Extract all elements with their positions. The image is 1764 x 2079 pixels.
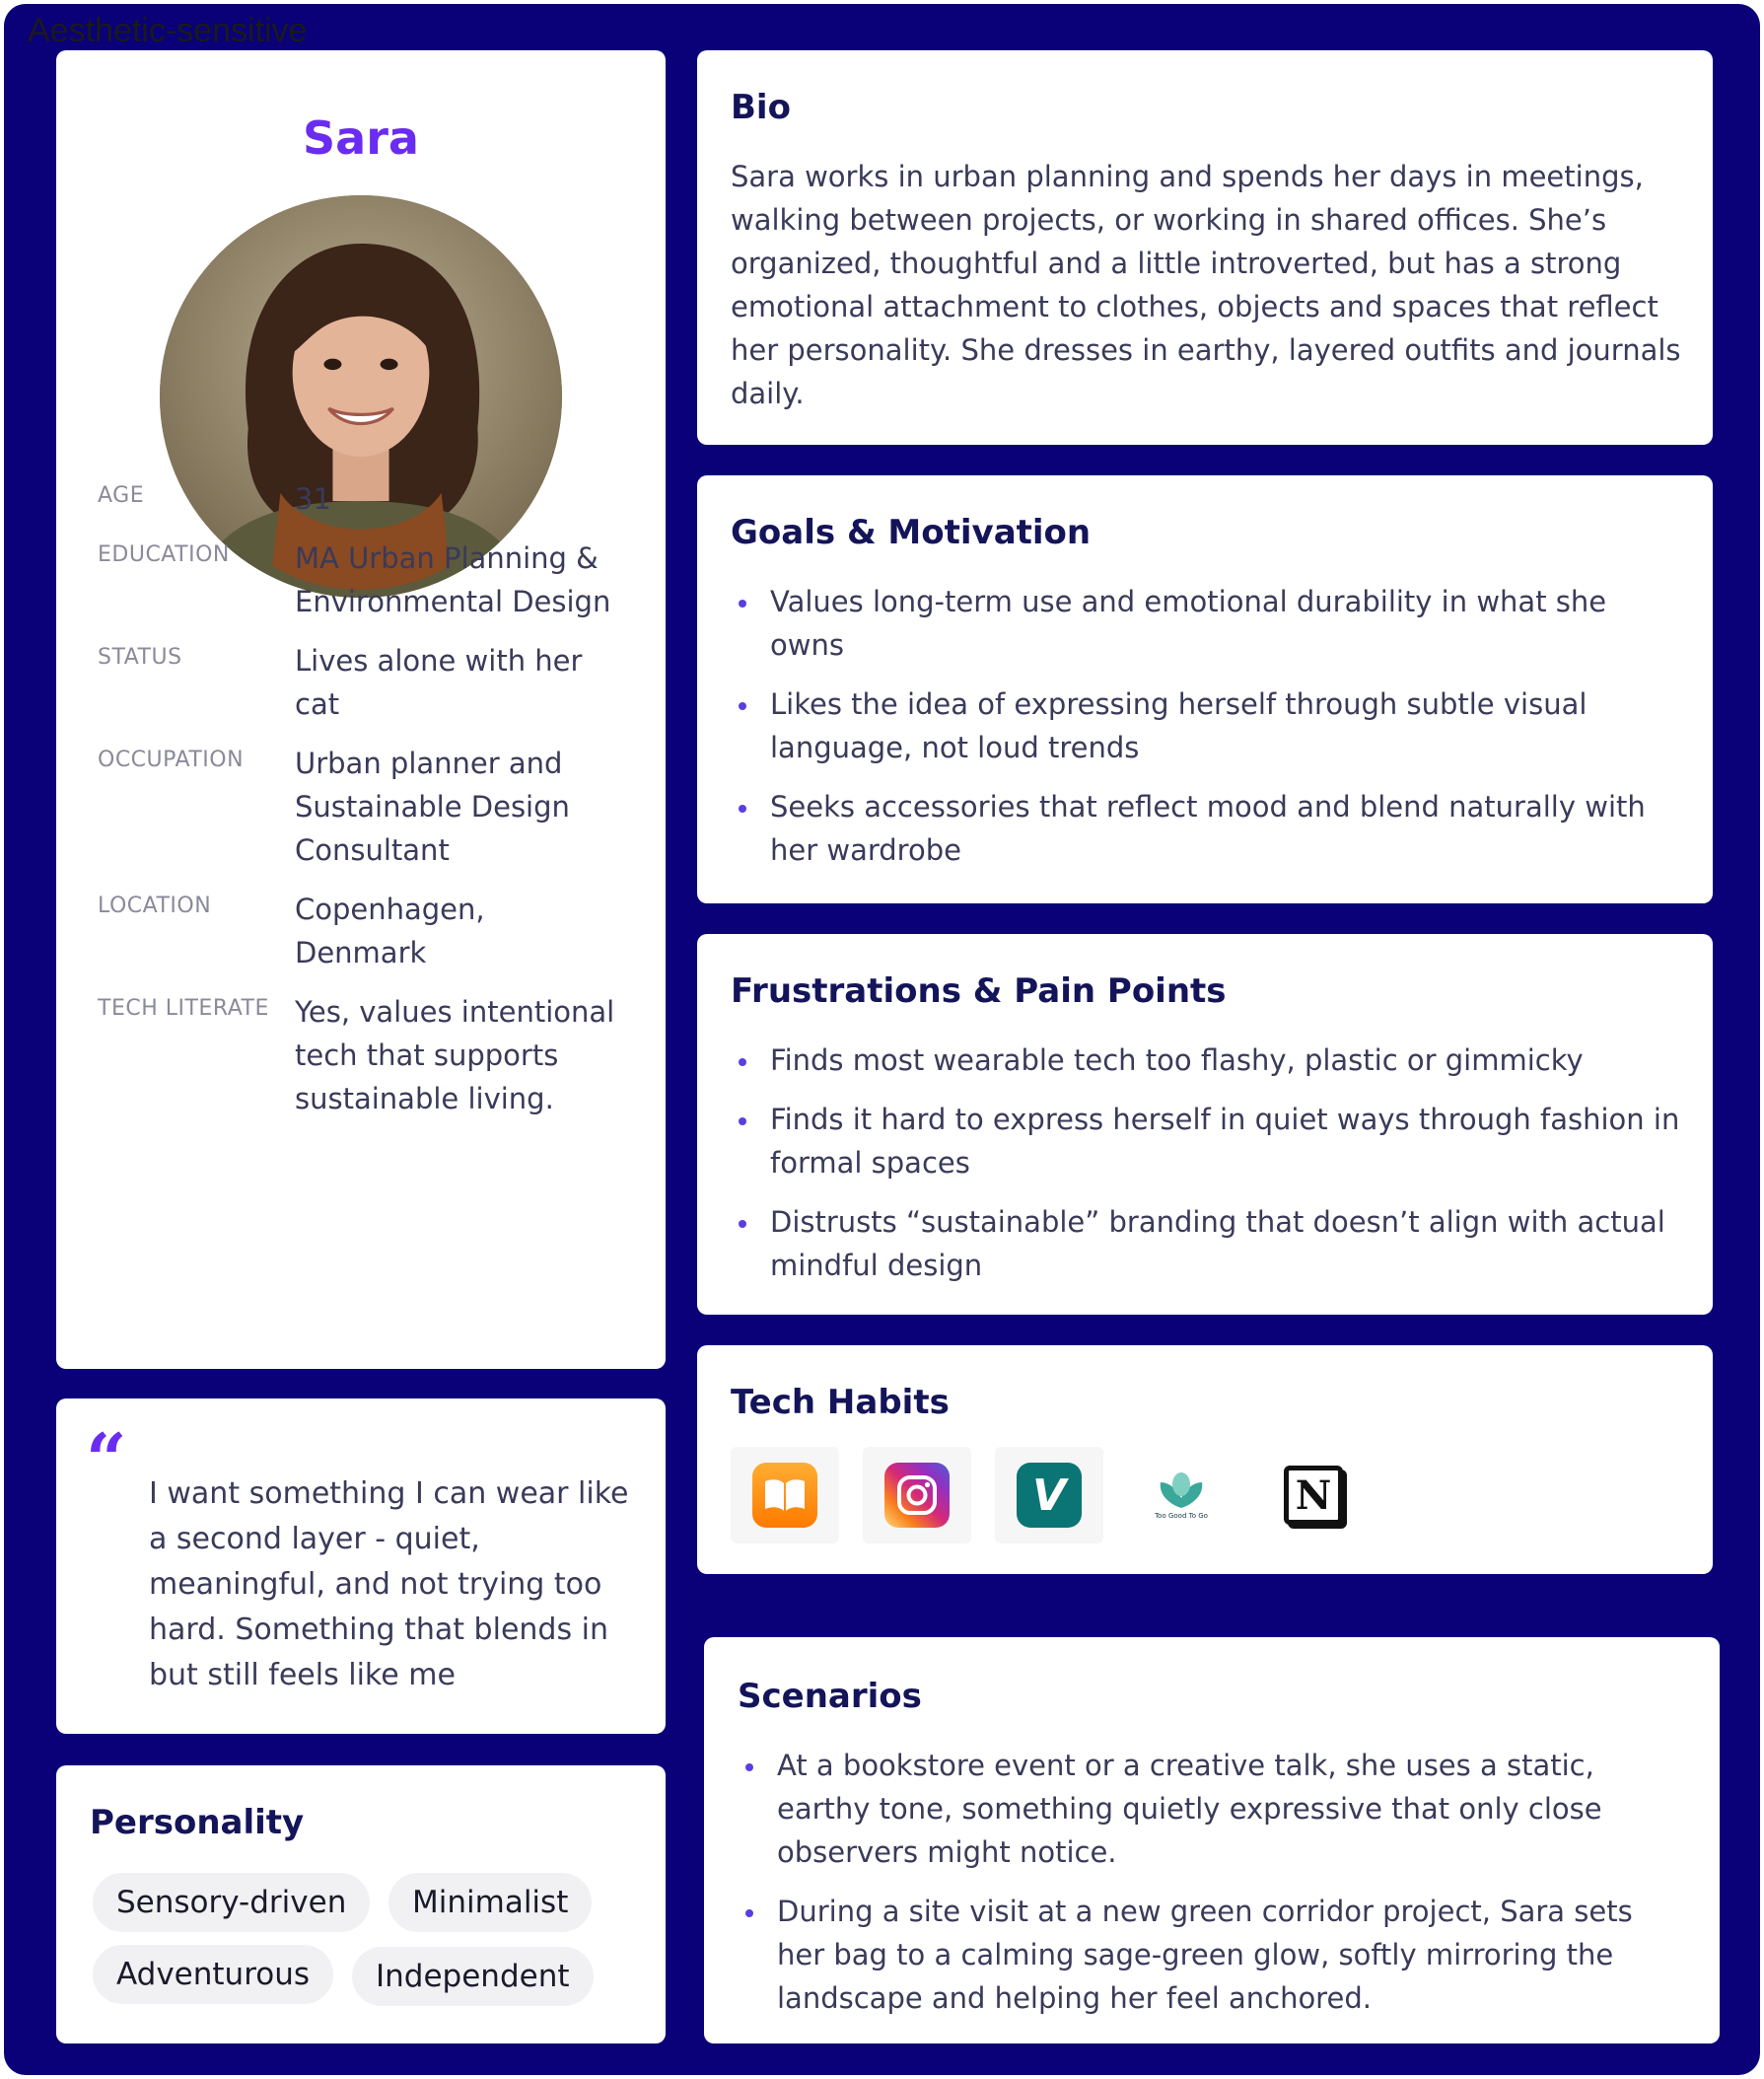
attribute-value: Urban planner and Sustainable Design Consultant [295,747,570,867]
camera-glyph [893,1471,941,1519]
goals-card [697,475,1713,903]
attribute-value: Copenhagen, Denmark [295,893,485,969]
apple-books-icon [752,1463,817,1528]
trait-chip: Minimalist [388,1873,592,1932]
instagram-icon [884,1463,950,1528]
persona-name: Sara [303,111,419,165]
profile-card [56,50,666,1369]
frustrations-list [731,1039,1707,1303]
bio-title: Bio [731,88,791,127]
tech-habits-card [697,1345,1713,1574]
goals-list [731,580,1677,888]
book-glyph [762,1475,808,1515]
trait-chip: Sensory-driven [93,1873,370,1932]
vinted-glyph: V [1031,1470,1067,1521]
goals-title: Goals & Motivation [731,513,1092,552]
notion-glyph: N [1295,1471,1332,1519]
personality-title: Personality [90,1803,305,1842]
too-good-to-go-caption: Too Good To Go [1155,1512,1208,1520]
attribute-value: 31 [295,482,331,516]
attribute-label: EDUCATION [98,542,230,567]
quote-text: I want something I can wear like a second layer - quiet, meaningful, and not trying too hard. Something that blends in but still feels like me [149,1476,629,1692]
bio-card [697,50,1713,445]
app-notion [1259,1447,1368,1543]
attribute-value: MA Urban Planning & Environmental Design [295,541,611,618]
list-item: During a site visit at a new green corridor project, Sara sets her bag to a calming sage-green glow, softly mirroring the landscape and helping her feel anchored. [738,1890,1645,2020]
quote-card [56,1398,666,1734]
list-item: Distrusts “sustainable” branding that doesn’t align with actual mindful design [731,1200,1707,1287]
vinted-icon [1017,1463,1082,1528]
personality-card [56,1765,666,2043]
bio-text: Sara works in urban planning and spends her days in meetings, walking between projects, or working in shared offices. She’s organized, thoughtful and a little introverted, but has a strong emotional attachment to clothes, objects and spaces that reflect her personality. She dresses in earthy, layered outfits and journals daily. [731,160,1681,410]
list-item: At a bookstore event or a creative talk, she uses a static, earthy tone, something quietly expressive that only close observers might notice. [738,1744,1645,1874]
attribute-label: OCCUPATION [98,748,245,772]
attribute-value: Lives alone with her cat [295,644,583,721]
scenarios-card [704,1637,1720,2043]
attribute-label: AGE [98,483,145,508]
list-item: Values long-term use and emotional durability in what she owns [731,580,1677,667]
frustrations-title: Frustrations & Pain Points [731,971,1227,1011]
list-item: Finds most wearable tech too flashy, plastic or gimmicky [731,1039,1707,1082]
attribute-label: TECH LITERATE [98,996,269,1021]
list-item: Likes the idea of expressing herself through subtle visual language, not loud trends [731,682,1677,769]
attribute-label: STATUS [98,645,182,670]
list-item: Seeks accessories that reflect mood and blend naturally with her wardrobe [731,785,1677,872]
scenarios-list [738,1744,1645,2036]
app-instagram [863,1447,971,1543]
app-too-good-to-go [1127,1447,1235,1543]
notion-icon [1284,1466,1343,1525]
app-apple-books [731,1447,839,1543]
section-tag: Aesthetic-sensitive [28,12,308,49]
persona-board [4,4,1760,2075]
too-good-to-go-icon [1153,1470,1210,1510]
list-item: Finds it hard to express herself in quiet ways through fashion in formal spaces [731,1098,1707,1184]
quote-mark-icon: “ [86,1417,127,1501]
frustrations-card [697,934,1713,1315]
trait-chip: Independent [352,1947,594,2006]
scenarios-title: Scenarios [738,1677,922,1716]
attribute-label: LOCATION [98,894,212,918]
attribute-value: Yes, values intentional tech that supports sustainable living. [295,995,615,1115]
trait-chip: Adventurous [93,1945,333,2004]
app-vinted [995,1447,1103,1543]
tech-habits-title: Tech Habits [731,1383,950,1422]
